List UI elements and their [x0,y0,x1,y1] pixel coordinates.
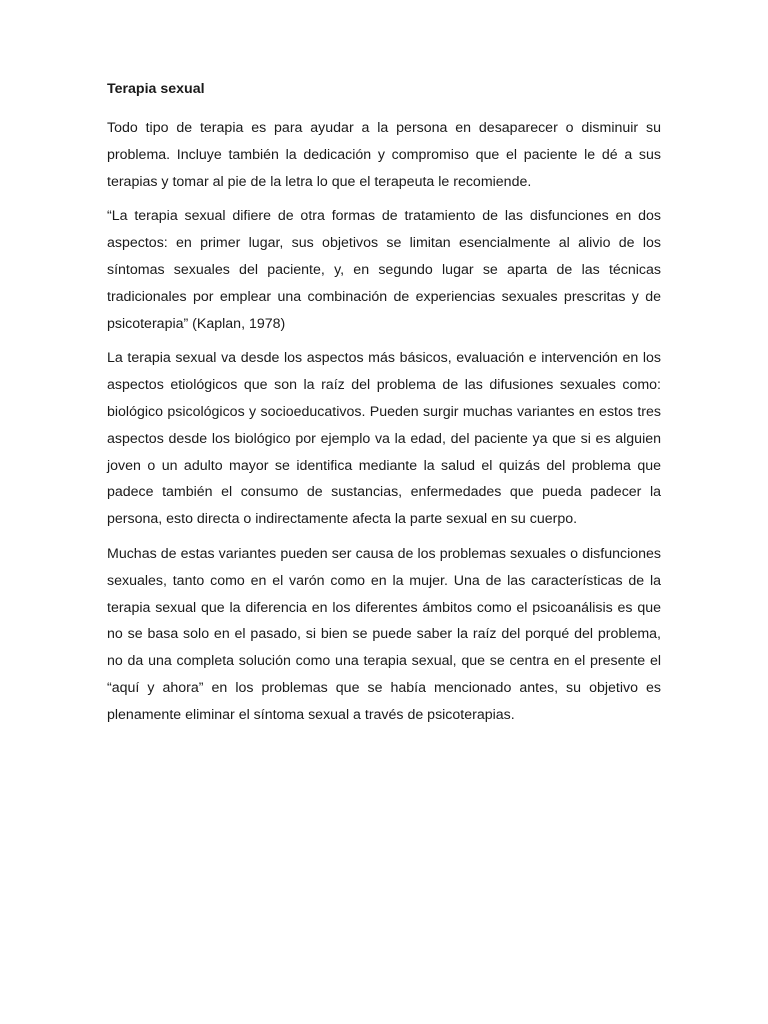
paragraph-quote-kaplan: “La terapia sexual difiere de otra formas de tratamiento de las disfunciones en dos aspectos: en primer lugar, sus objetivos se limitan esencialmente al alivio de los síntomas sexuales del paciente, y, en segundo lugar se aparta de las técnicas tradicionales por emplear una combinación de experiencias sexuales prescritas y de psicoterapia” (Kaplan, 1978) [107,208,661,332]
paragraph-aspects: La terapia sexual va desde los aspectos más básicos, evaluación e intervención en los aspectos etiológicos que son la raíz del problema de las difusiones sexuales como: biológico psicológicos y socioeducativos. Pueden surgir muchas variantes en estos tres aspectos desde los biológico por ejemplo va la edad, del paciente ya que si es alguien joven o un adulto mayor se identifica mediante la salud el quizás del problema que padece también el consumo de sustancias, enfermedades que pueda padecer la persona, esto directa o indirectamente afecta la parte sexual en su cuerpo. [107,350,661,528]
document-title: Terapia sexual [107,81,205,97]
paragraph-variants: Muchas de estas variantes pueden ser causa de los problemas sexuales o disfunciones sexuales, tanto como en el varón como en la mujer. Una de las características de la terapia sexual que la diferencia en los diferentes ámbitos como el psicoanálisis es que no se basa solo en el pasado, si bien se puede saber la raíz del porqué del problema, no da una completa solución como una terapia sexual, que se centra en el presente el “aquí y ahora” en los problemas que se había mencionado antes, su objetivo es plenamente eliminar el síntoma sexual a través de psicoterapias. [107,545,661,723]
paragraph-intro: Todo tipo de terapia es para ayudar a la persona en desaparecer o disminuir su problema. Incluye también la dedicación y compromiso que el paciente le dé a sus terapias y tomar al pie de la letra lo que el terapeuta le recomiende. [107,120,661,190]
